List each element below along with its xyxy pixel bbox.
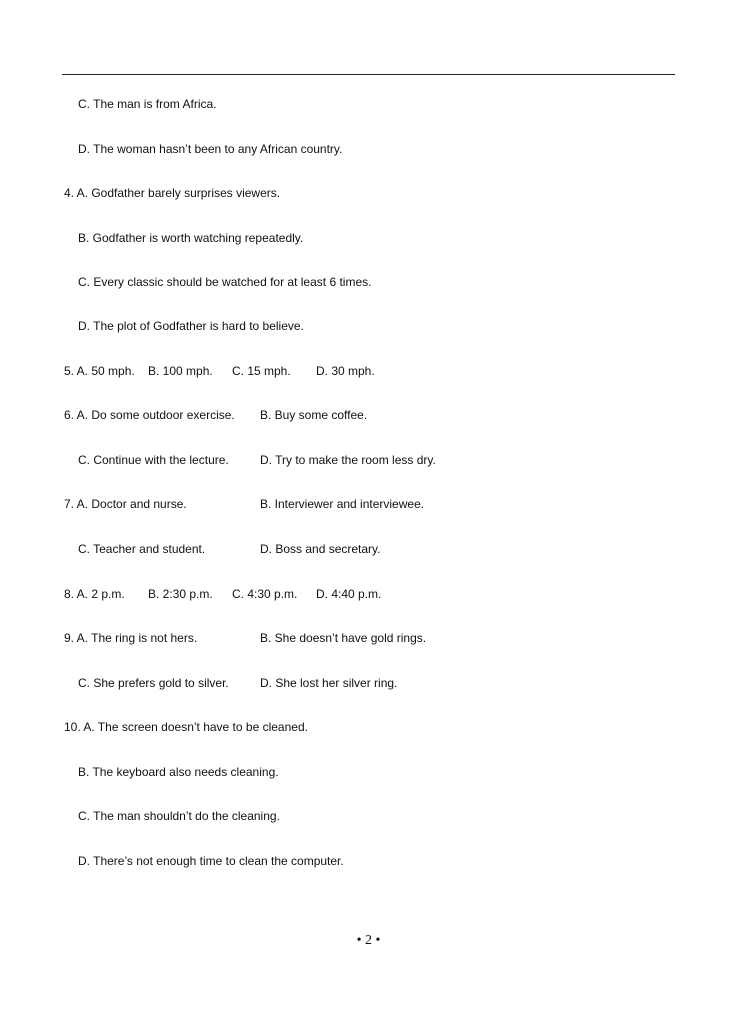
q8-option-d: D. 4:40 p.m. [316,587,382,601]
q7-option-a: 7. A. Doctor and nurse. [64,497,187,511]
page-number: • 2 • [356,933,381,948]
q4-option-a-line [0,185,281,217]
q8-option-b: B. 2:30 p.m. [148,587,213,601]
q6-option-a: 6. A. Do some outdoor exercise. [64,408,235,422]
q4-option-b: B. Godfather is worth watching repeatedly. [78,231,304,245]
q3-option-c: C. The man is from Africa. [78,97,217,111]
q7-line-1 [0,496,425,544]
q5-option-b: B. 100 mph. [148,364,213,378]
q10-option-a: 10. A. The screen doesn’t have to be cleaned. [64,720,308,734]
q5-option-a: 5. A. 50 mph. [64,364,135,378]
q5-option-c: C. 15 mph. [232,364,291,378]
q7-option-d: D. Boss and secretary. [260,542,381,556]
q4-option-b-line [0,230,304,262]
q6-line-2 [0,452,436,500]
q3-option-d: D. The woman hasn’t been to any African country. [78,142,343,156]
q7-option-c: C. Teacher and student. [78,542,206,556]
q4-option-d: D. The plot of Godfather is hard to believe. [78,319,304,333]
q10-option-c: C. The man shouldn’t do the cleaning. [78,809,280,823]
q4-option-d-line [0,318,304,350]
q10-option-c-line [0,808,280,840]
q7-option-b: B. Interviewer and interviewee. [260,497,425,511]
q9-option-d: D. She lost her silver ring. [260,676,398,690]
q10-option-d-line [0,853,344,885]
q6-option-d: D. Try to make the room less dry. [260,453,436,467]
header-rule [62,74,675,75]
q8-option-c: C. 4:30 p.m. [232,587,298,601]
q9-line-2 [0,675,398,723]
q5-option-d: D. 30 mph. [316,364,375,378]
q6-line-1 [0,407,368,455]
q9-option-c: C. She prefers gold to silver. [78,676,229,690]
q10-option-a-line [0,719,308,751]
q4-option-c: C. Every classic should be watched for at least 6 times. [78,275,372,289]
q3-option-c-line [0,96,217,128]
q9-option-a: 9. A. The ring is not hers. [64,631,198,645]
q10-option-b: B. The keyboard also needs cleaning. [78,765,279,779]
q4-option-a: 4. A. Godfather barely surprises viewers. [64,186,281,200]
q9-line-1 [0,630,427,678]
q8-option-a: 8. A. 2 p.m. [64,587,125,601]
q6-option-b: B. Buy some coffee. [260,408,368,422]
q7-line-2 [0,541,381,589]
q6-option-c: C. Continue with the lecture. [78,453,229,467]
q10-option-d: D. There’s not enough time to clean the computer. [78,854,344,868]
q4-option-c-line [0,274,372,306]
q9-option-b: B. She doesn’t have gold rings. [260,631,427,645]
q10-option-b-line [0,764,279,796]
q3-option-d-line [0,141,343,173]
